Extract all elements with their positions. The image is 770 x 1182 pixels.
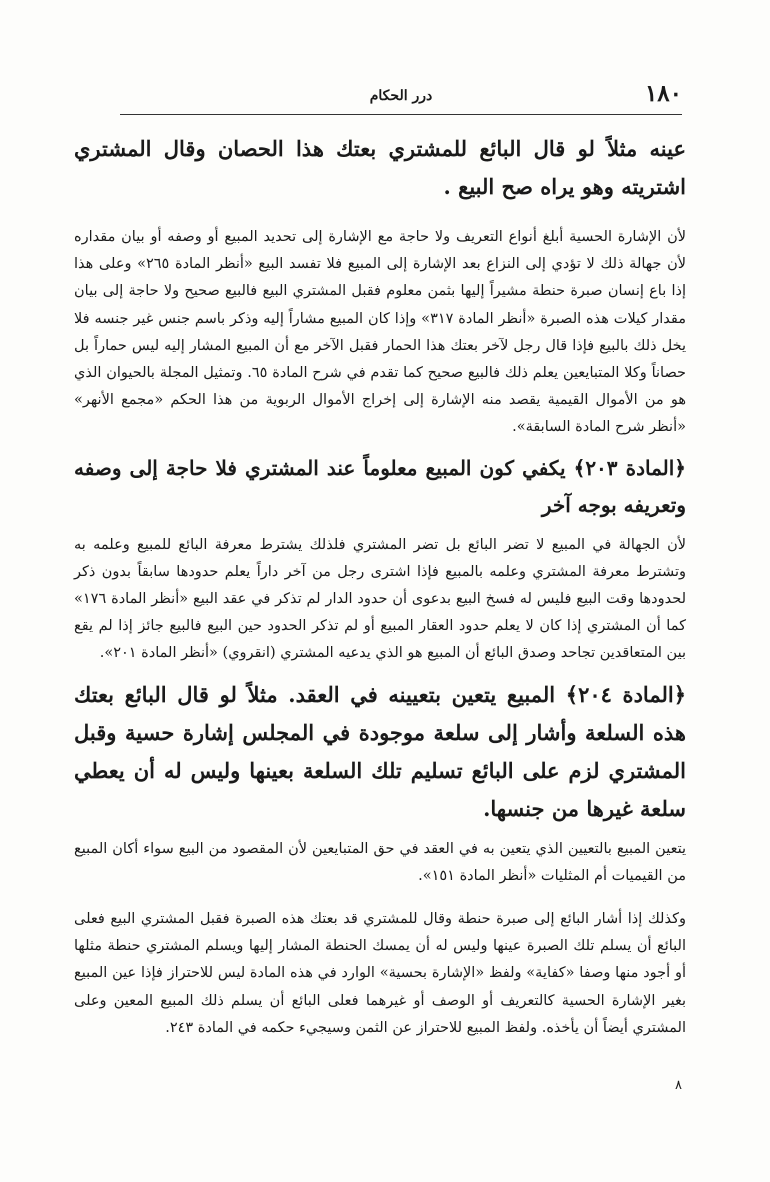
page-header (120, 78, 682, 115)
running-title: درر الحكام (369, 88, 433, 104)
commentary-paragraph-4: وكذلك إذا أشار البائع إلى صبرة حنطة وقال للمشتري قد بعتك هذه الصبرة فقبل المشتري البيع فعلى البائع أن يسلم تلك الصبرة عينها وليس له أن يمسك الحنطة المشار إليها ويسلم المشتري حنطة مثلها أو أجود منها وصفا «كفاية» ولفظ «الإشارة بحسية» الوارد في هذه المادة ليس للاحتراز فإذا عين المبيع بغير الإشارة الحسية كالتعريف أو الوصف أو غيرهما فعلى البائع أن يسلم ذلك المبيع المعين وعلى المشتري أيضاً أن يأخذه. ولفظ المبيع للاحتراز عن الثمن وسيجيء حكمه في المادة ٢٤٣. (74, 911, 686, 1036)
article-203 (74, 450, 686, 524)
lead-paragraph: عينه مثلاً لو قال البائع للمشتري بعتك هذا الحصان وقال المشتري اشتريته وهو يراه صح البيع . (74, 136, 686, 199)
page-body (74, 130, 686, 1050)
signature-mark: ٨ (675, 1078, 682, 1093)
page-number: ١٨٠ (644, 80, 682, 107)
commentary-paragraph-1: لأن الإشارة الحسية أبلغ أنواع التعريف ولا حاجة مع الإشارة إلى تحديد المبيع أو وصفه أو بيان مقداره لأن جهالة ذلك لا تؤدي إلى النزاع بعد الإشارة إلى المبيع فلا تفسد البيع «أنظر المادة ٢٦٥» وعلى هذا إذا باع إنسان صبرة حنطة مشيراً إليها بثمن معلوم فقبل المشتري البيع فالبيع صحيح ولا حاجة إلى بيان مقدار كيلات هذه الصبرة «أنظر المادة ٣١٧» وإذا كان المبيع مشاراً إليه وذكر باسم جنس غير جنسه فلا يخل ذلك بالبيع فإذا قال رجل لآخر بعتك هذا الحمار فقبل الآخر مع أن المبيع المشار إليه ليس حماراً بل حصاناً وكلا المتبايعين يعلم ذلك فالبيع صحيح كما تقدم في شرح المادة ٦٥. وتمثيل المجلة بالحيوان الذي هو من الأموال القيمية يقصد منه الإشارة إلى إخراج الأموال الربوية من هذا الحكم «مجمع الأنهر» «أنظر شرح المادة السابقة». (74, 229, 686, 436)
commentary-paragraph-2: لأن الجهالة في المبيع لا تضر البائع بل تضر المشتري فلذلك يشترط معرفة البائع للمبيع وعلمه به وتشترط معرفة المشتري وعلمه بالمبيع فإذا اشترى رجل من آخر داراً يعلم حدودها سابقاً بدون ذكر لحدودها وقت البيع فليس له فسخ البيع بدعوى أن حدود الدار لم تذكر في عقد البيع «أنظر المادة ١٧٦» كما أن المشتري إذا كان لا يعلم حدود العقار المبيع أو لم تذكر الحدود حين البيع فالبيع جائز إذا لم يقع بين المتعاقدين تجاحد وصدق البائع أن المبيع هو الذي يدعيه المشتري (انقروي) «أنظر المادة ٢٠١». (74, 536, 686, 662)
article-204-label: ﴿المادة ٢٠٤﴾ (565, 681, 686, 707)
article-203-label: ﴿المادة ٢٠٣﴾ (573, 455, 687, 480)
article-203-text: يكفي كون المبيع معلوماً عند المشتري فلا حاجة إلى وصفه وتعريفه بوجه آخر (74, 455, 686, 517)
article-204 (74, 676, 686, 828)
article-204-text: المبيع يتعين بتعيينه في العقد. مثلاً لو قال البائع بعتك هذه السلعة وأشار إلى سلعة موجودة في المجلس إشارة حسية وقبل المشتري لزم على البائع تسليم تلك السلعة بعينها وليس له أن يعطي سلعة غيرها من جنسها. (74, 681, 686, 821)
commentary-paragraph-3: يتعين المبيع بالتعيين الذي يتعين به في العقد في حق المتبايعين لأن المقصود من البيع سواء أكان المبيع من القيميات أم المثليات «أنظر المادة ١٥١». (74, 840, 686, 884)
